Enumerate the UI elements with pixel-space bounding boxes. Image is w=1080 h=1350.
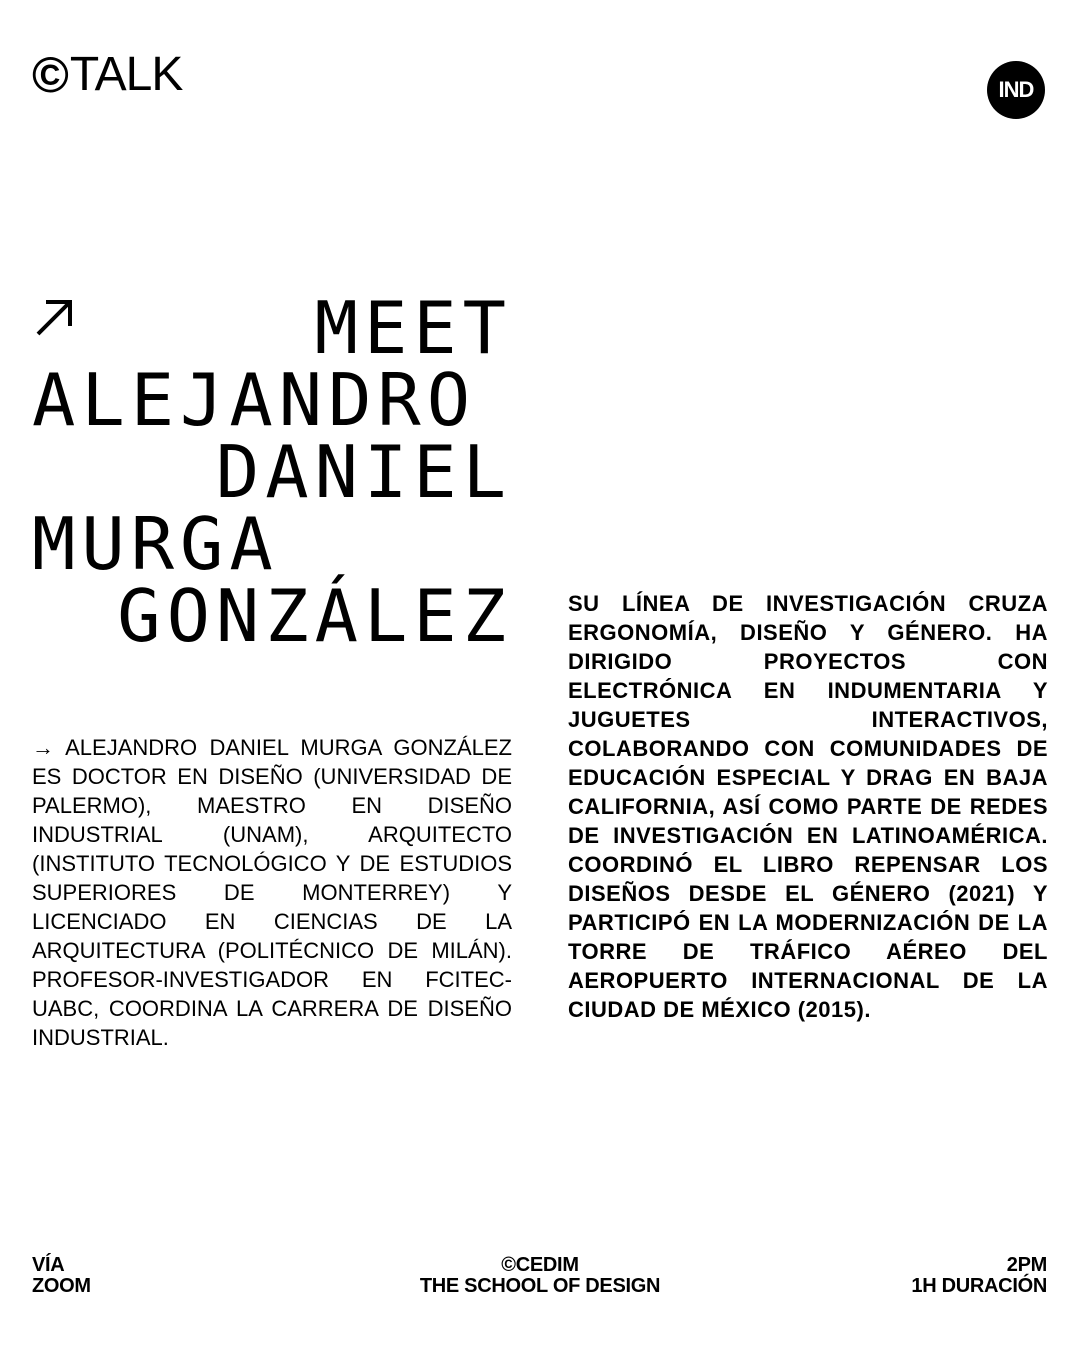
footer-time: 2PM bbox=[1006, 1254, 1047, 1276]
footer-organizer-line-2: THE SCHOOL OF DESIGN bbox=[419, 1275, 661, 1297]
headline-line-surname-2: GONZÁLEZ bbox=[117, 574, 512, 658]
ind-badge: IND bbox=[987, 61, 1045, 119]
headline-line-meet: MEET bbox=[314, 286, 512, 370]
speaker-headline bbox=[32, 286, 512, 658]
footer-duration: 1H DURACIÓN bbox=[911, 1275, 1047, 1297]
speaker-bio: → ALEJANDRO DANIEL MURGA GONZÁLEZ ES DOCTOR EN DISEÑO (UNIVERSIDAD DE PALERMO), MAESTRO EN DISEÑO INDUSTRIAL (UNAM), ARQUITECTO (INSTITUTO TECNOLÓGICO Y DE ESTUDIOS SUPERIORES DE MONTERREY) Y LICENCIADO EN CIENCIAS DE LA ARQUITECTURA (POLITÉCNICO DE MILÁN). PROFESOR-INVESTIGADOR EN FCITEC-UABC, COORDINA LA CARRERA DE DISEÑO INDUSTRIAL. bbox=[32, 735, 512, 1050]
footer-schedule bbox=[911, 1255, 1047, 1297]
headline-line-first-name: ALEJANDRO bbox=[32, 358, 477, 442]
footer-platform bbox=[32, 1255, 91, 1297]
copyright-symbol: © bbox=[32, 47, 68, 103]
research-summary: SU LÍNEA DE INVESTIGACIÓN CRUZA ERGONOMÍA, DISEÑO Y GÉNERO. HA DIRIGIDO PROYECTOS CON ELECTRÓNICA EN INDUMENTARIA Y JUGUETES INTERACTIVOS, COLABORANDO CON COMUNIDADES DE EDUCACIÓN ESPECIAL Y DRAG EN BAJA CALIFORNIA, ASÍ COMO PARTE DE REDES DE INVESTIGACIÓN EN LATINOAMÉRICA. COORDINÓ EL LIBRO REPENSAR LOS DISEÑOS DESDE EL GÉNERO (2021) Y PARTICIPÓ EN LA MODERNIZACIÓN DE LA TORRE DE TRÁFICO AÉREO DEL AEROPUERTO INTERNACIONAL DE LA CIUDAD DE MÉXICO (2015). bbox=[568, 591, 1048, 1022]
footer-platform-line-1: VÍA bbox=[32, 1254, 65, 1276]
brand-title: TALK bbox=[69, 48, 183, 101]
footer-organizer bbox=[340, 1255, 740, 1297]
headline-line-middle-name: DANIEL bbox=[215, 430, 512, 514]
brand-logo bbox=[32, 47, 183, 103]
footer-organizer-line-1: ©CEDIM bbox=[501, 1254, 579, 1276]
footer-platform-line-2: ZOOM bbox=[32, 1275, 91, 1297]
headline-line-surname-1: MURGA bbox=[32, 502, 279, 586]
